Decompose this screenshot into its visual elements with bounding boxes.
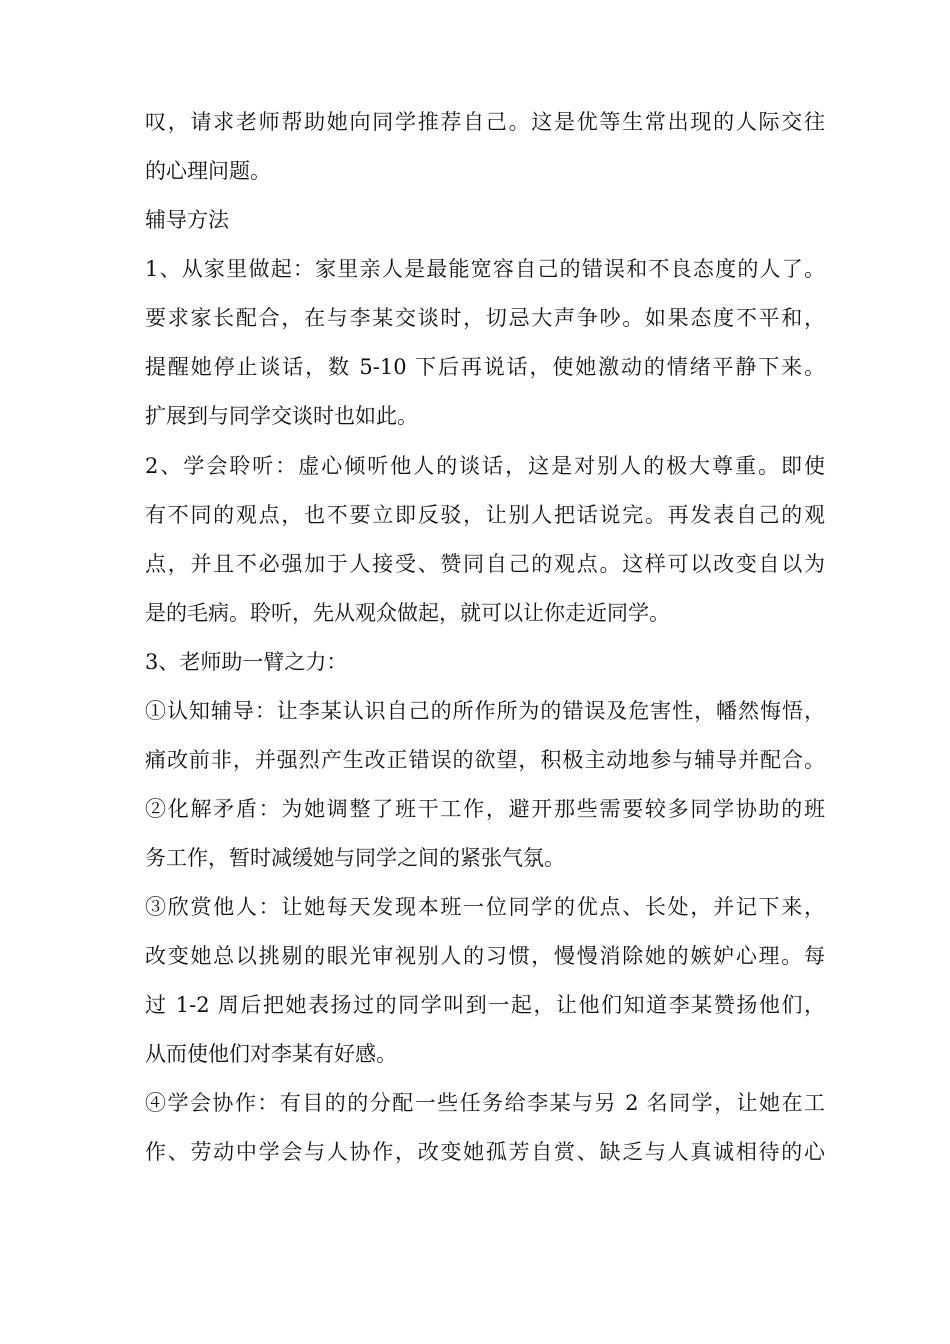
text-line: 点，并且不必强加于人接受、赞同自己的观点。这样可以改变自以为 (145, 552, 825, 576)
text-line: 作、劳动中学会与人协作，改变她孤芳自赏、缺乏与人真诚相待的心 (145, 1140, 825, 1164)
text-line: ④学会协作：有目的的分配一些任务给李某与另 2 名同学，让她在工 (145, 1091, 825, 1115)
text-line: 1、从家里做起：家里亲人是最能宽容自己的错误和不良态度的人了。 (145, 257, 825, 281)
text-line: 2、学会聆听：虚心倾听他人的谈话，这是对别人的极大尊重。即使 (145, 454, 825, 478)
text-line: 改变她总以挑剔的眼光审视别人的习惯，慢慢消除她的嫉妒心理。每 (145, 944, 825, 968)
section-heading: 辅导方法 (145, 208, 229, 232)
text-line: 痛改前非，并强烈产生改正错误的欲望，积极主动地参与辅导并配合。 (145, 748, 825, 772)
text-line: 从而使他们对李某有好感。 (145, 1042, 397, 1066)
text-line: 务工作，暂时减缓她与同学之间的紧张气氛。 (145, 846, 565, 870)
text-line: ②化解矛盾：为她调整了班干工作，避开那些需要较多同学协助的班 (145, 797, 825, 821)
text-line: ①认知辅导：让李某认识自己的所作所为的错误及危害性，幡然悔悟， (145, 699, 825, 723)
text-line: 的心理问题。 (145, 159, 271, 183)
text-line: 要求家长配合，在与李某交谈时，切忌大声争吵。如果态度不平和， (145, 306, 825, 330)
text-line: 扩展到与同学交谈时也如此。 (145, 404, 418, 428)
text-line: 有不同的观点，也不要立即反驳，让别人把话说完。再发表自己的观 (145, 503, 825, 527)
text-line: ③欣赏他人：让她每天发现本班一位同学的优点、长处，并记下来， (145, 895, 825, 919)
text-line: 提醒她停止谈话，数 5-10 下后再说话，使她激动的情绪平静下来。 (145, 355, 825, 379)
text-line: 3、老师助一臂之力： (145, 650, 348, 674)
text-line: 是的毛病。聆听，先从观众做起，就可以让你走近同学。 (145, 601, 670, 625)
text-line: 过 1-2 周后把她表扬过的同学叫到一起，让他们知道李某赞扬他们， (145, 993, 825, 1017)
text-line: 叹，请求老师帮助她向同学推荐自己。这是优等生常出现的人际交往 (145, 110, 825, 134)
